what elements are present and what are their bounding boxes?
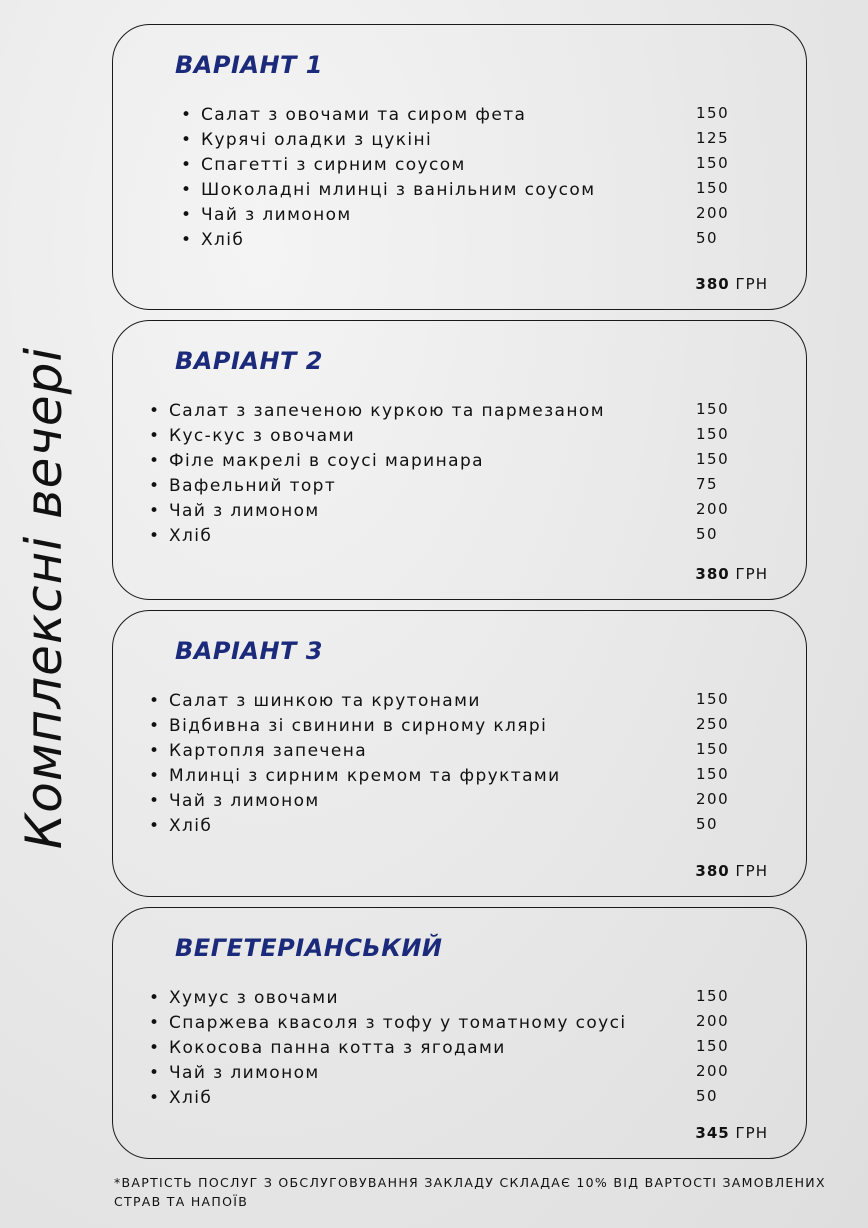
dish-list: [113, 399, 806, 549]
bullet-icon: •: [149, 451, 160, 471]
variant-card-1: [112, 24, 807, 310]
dish-weight: 150: [696, 987, 730, 1005]
list-item: [113, 449, 806, 474]
dish-name: Млинці з сирним кремом та фруктами: [169, 766, 561, 786]
dish-weight: 150: [696, 1037, 730, 1055]
bullet-icon: •: [149, 691, 160, 711]
dish-name: Курячі оладки з цукіні: [201, 130, 433, 150]
list-item: [113, 228, 806, 253]
dish-name: Чай з лимоном: [169, 791, 320, 811]
list-item: [113, 424, 806, 449]
variant-title: ВАРІАНТ 1: [175, 51, 323, 79]
variant-price: [695, 862, 768, 880]
dish-weight: 150: [696, 765, 730, 783]
service-footnote: *ВАРТІСТЬ ПОСЛУГ З ОБСЛУГОВУВАННЯ ЗАКЛАДУ СКЛАДАЄ 10% ВІД ВАРТОСТІ ЗАМОВЛЕНИХ СТРАВ ТА НАПОЇВ: [114, 1175, 826, 1209]
dish-weight: 250: [696, 715, 730, 733]
variant-card-vegetarian: [112, 907, 807, 1159]
list-item: [113, 1011, 806, 1036]
dish-weight: 200: [696, 500, 730, 518]
price-currency: ГРН: [735, 1124, 768, 1142]
bullet-icon: •: [181, 130, 192, 150]
price-value: 380: [695, 565, 730, 583]
list-item: [113, 178, 806, 203]
dish-list: [113, 689, 806, 839]
dish-name: Спагетті з сирним соусом: [201, 155, 466, 175]
bullet-icon: •: [149, 766, 160, 786]
variant-title: ВЕГЕТЕРІАНСЬКИЙ: [175, 934, 443, 962]
list-item: [113, 1061, 806, 1086]
price-currency: ГРН: [735, 862, 768, 880]
dish-weight: 150: [696, 154, 730, 172]
dish-weight: 150: [696, 104, 730, 122]
bullet-icon: •: [149, 1088, 160, 1108]
list-item: [113, 814, 806, 839]
dish-list: [113, 103, 806, 253]
bullet-icon: •: [181, 205, 192, 225]
dish-weight: 75: [696, 475, 719, 493]
bullet-icon: •: [149, 1013, 160, 1033]
dish-weight: 150: [696, 450, 730, 468]
bullet-icon: •: [149, 741, 160, 761]
dish-name: Чай з лимоном: [169, 501, 320, 521]
variant-card-3: [112, 610, 807, 897]
dish-name: Шоколадні млинці з ванільним соусом: [201, 180, 596, 200]
bullet-icon: •: [181, 180, 192, 200]
dish-weight: 150: [696, 400, 730, 418]
dish-weight: 200: [696, 1062, 730, 1080]
bullet-icon: •: [149, 526, 160, 546]
list-item: [113, 764, 806, 789]
dish-name: Чай з лимоном: [169, 1063, 320, 1083]
list-item: [113, 499, 806, 524]
list-item: [113, 789, 806, 814]
variant-price: [695, 565, 768, 583]
bullet-icon: •: [181, 105, 192, 125]
variant-price: [695, 275, 768, 293]
dish-name: Хумус з овочами: [169, 988, 339, 1008]
dish-weight: 150: [696, 690, 730, 708]
dish-weight: 200: [696, 790, 730, 808]
dish-weight: 125: [696, 129, 730, 147]
dish-name: Хліб: [169, 526, 213, 546]
list-item: [113, 203, 806, 228]
bullet-icon: •: [149, 1063, 160, 1083]
dish-weight: 200: [696, 1012, 730, 1030]
dish-name: Спаржева квасоля з тофу у томатному соусі: [169, 1013, 627, 1033]
list-item: [113, 128, 806, 153]
list-item: [113, 986, 806, 1011]
bullet-icon: •: [149, 1038, 160, 1058]
price-value: 345: [695, 1124, 730, 1142]
list-item: [113, 399, 806, 424]
dish-name: Салат з запеченою куркою та пармезаном: [169, 401, 605, 421]
dish-name: Картопля запечена: [169, 741, 368, 761]
price-currency: ГРН: [735, 275, 768, 293]
price-value: 380: [695, 862, 730, 880]
dish-list: [113, 986, 806, 1111]
dish-weight: 50: [696, 525, 719, 543]
list-item: [113, 153, 806, 178]
bullet-icon: •: [149, 816, 160, 836]
variant-title: ВАРІАНТ 3: [175, 637, 323, 665]
bullet-icon: •: [149, 426, 160, 446]
dish-weight: 50: [696, 1087, 719, 1105]
list-item: [113, 689, 806, 714]
dish-name: Кокосова панна котта з ягодами: [169, 1038, 506, 1058]
bullet-icon: •: [149, 716, 160, 736]
price-value: 380: [695, 275, 730, 293]
bullet-icon: •: [149, 988, 160, 1008]
list-item: [113, 1036, 806, 1061]
list-item: [113, 474, 806, 499]
bullet-icon: •: [149, 791, 160, 811]
variant-card-2: [112, 320, 807, 600]
dish-weight: 50: [696, 815, 719, 833]
dish-name: Відбивна зі свинини в сирному клярі: [169, 716, 548, 736]
dish-name: Чай з лимоном: [201, 205, 352, 225]
dish-weight: 150: [696, 740, 730, 758]
price-currency: ГРН: [735, 565, 768, 583]
dish-weight: 200: [696, 204, 730, 222]
list-item: [113, 714, 806, 739]
dish-name: Салат з овочами та сиром фета: [201, 105, 527, 125]
page-title: Комплексні вечері: [15, 346, 73, 850]
dish-weight: 150: [696, 425, 730, 443]
dish-name: Кус-кус з овочами: [169, 426, 356, 446]
bullet-icon: •: [149, 476, 160, 496]
bullet-icon: •: [149, 401, 160, 421]
bullet-icon: •: [181, 230, 192, 250]
dish-weight: 50: [696, 229, 719, 247]
dish-name: Філе макрелі в соусі маринара: [169, 451, 484, 471]
dish-weight: 150: [696, 179, 730, 197]
bullet-icon: •: [181, 155, 192, 175]
list-item: [113, 1086, 806, 1111]
bullet-icon: •: [149, 501, 160, 521]
dish-name: Хліб: [169, 1088, 213, 1108]
list-item: [113, 103, 806, 128]
dish-name: Салат з шинкою та крутонами: [169, 691, 481, 711]
dish-name: Вафельний торт: [169, 476, 337, 496]
variant-title: ВАРІАНТ 2: [175, 347, 323, 375]
list-item: [113, 524, 806, 549]
list-item: [113, 739, 806, 764]
variant-price: [695, 1124, 768, 1142]
dish-name: Хліб: [169, 816, 213, 836]
dish-name: Хліб: [201, 230, 245, 250]
